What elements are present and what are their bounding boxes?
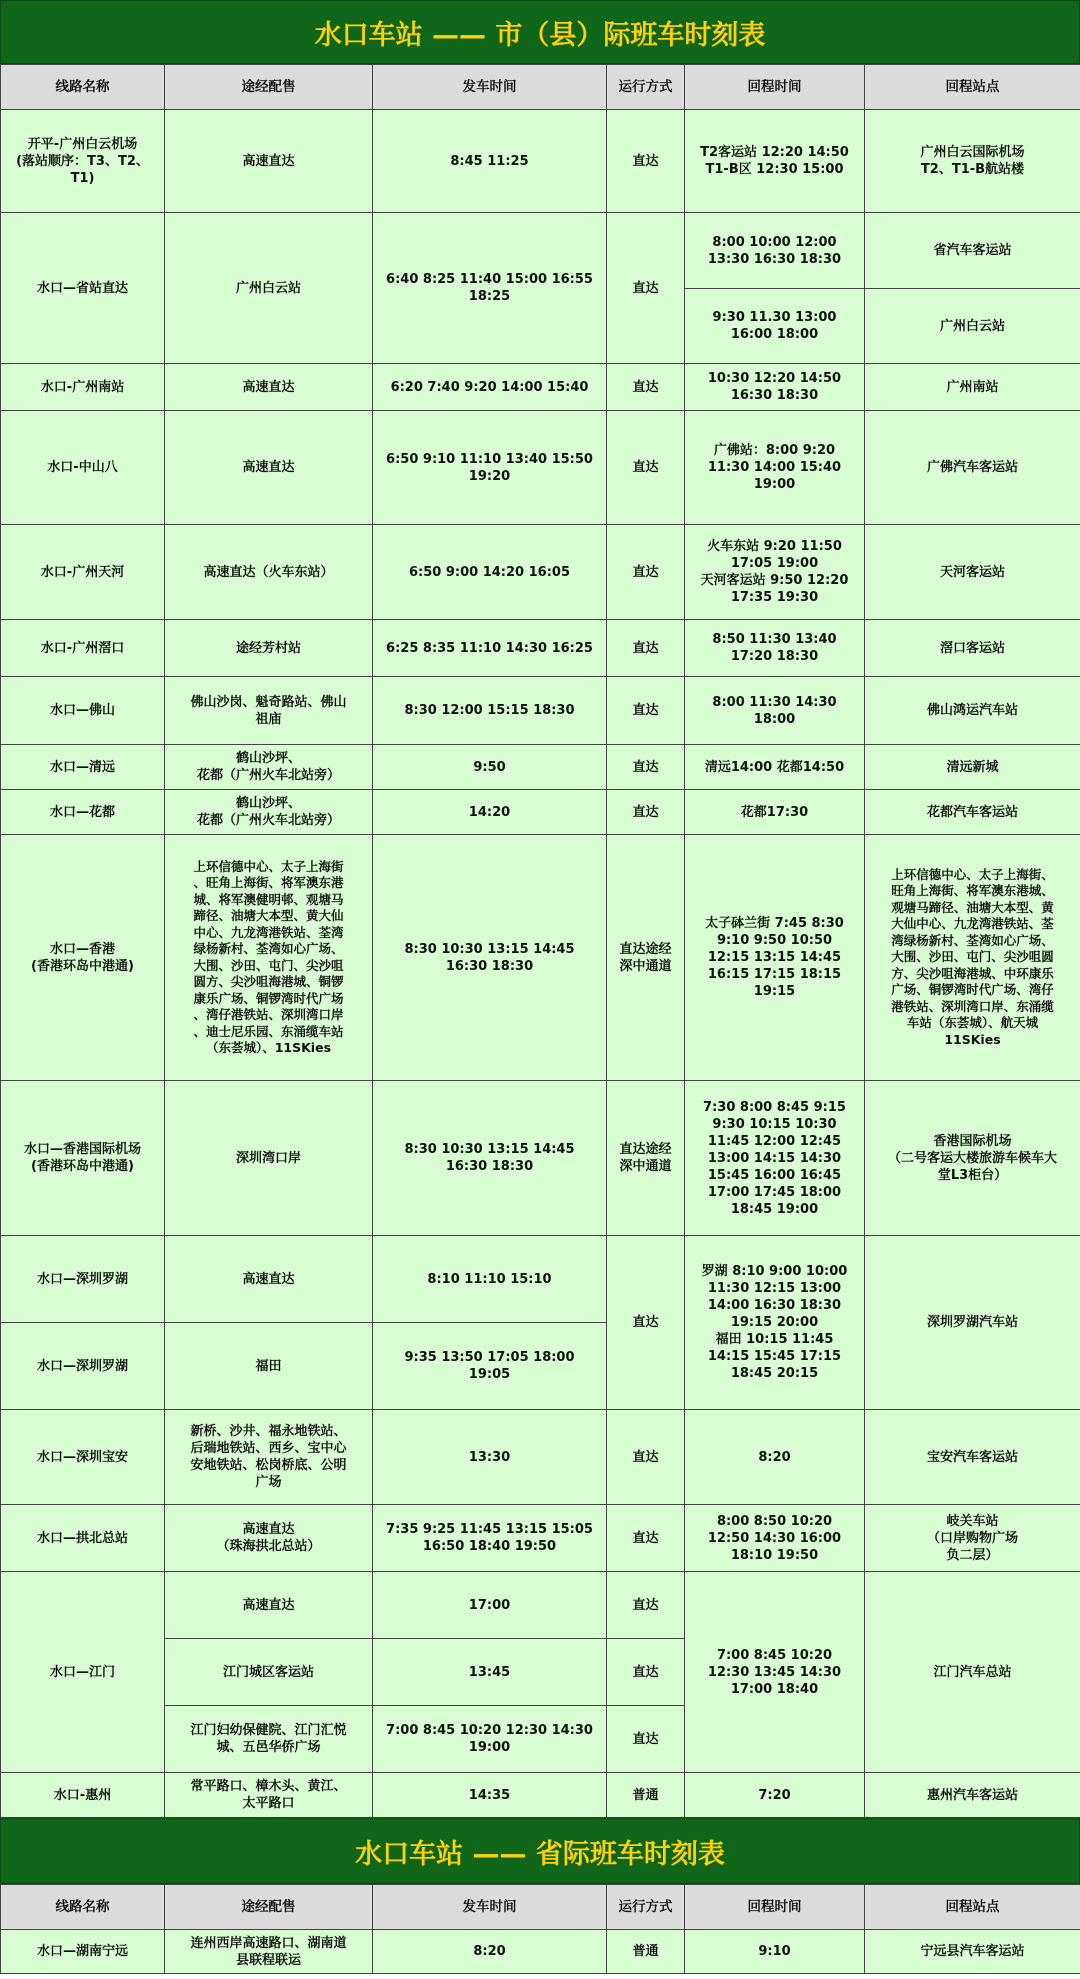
route-name: 水口—清远 <box>1 745 165 790</box>
run-mode: 直达 <box>607 1706 685 1773</box>
return-times: 清远14:00 花都14:50 <box>685 745 865 790</box>
run-mode: 直达 <box>607 1572 685 1639</box>
route-name: 水口—深圳宝安 <box>1 1410 165 1505</box>
via-stops: 高速直达 <box>165 1236 373 1323</box>
return-times: 火车东站 9:20 11:50 17:05 19:00 天河客运站 9:50 12:20 17:35 19:30 <box>685 525 865 620</box>
via-stops: 福田 <box>165 1323 373 1410</box>
header-mode: 运行方式 <box>607 65 685 110</box>
return-times: 7:20 <box>685 1773 865 1818</box>
section-title: 水口车站 —— 省际班车时刻表 <box>355 1838 725 1870</box>
header-return-time: 回程时间 <box>685 65 865 110</box>
depart-times: 7:35 9:25 11:45 13:15 15:05 16:50 18:40 19:50 <box>373 1505 607 1572</box>
header-via: 途经配售 <box>165 1885 373 1930</box>
return-times: 花都17:30 <box>685 790 865 835</box>
route-name: 开平-广州白云机场 (落站顺序：T3、T2、 T1) <box>1 110 165 213</box>
via-stops: 高速直达 <box>165 110 373 213</box>
return-times: 8:00 8:50 10:20 12:50 14:30 16:00 18:10 19:50 <box>685 1505 865 1572</box>
header-return-time: 回程时间 <box>685 1885 865 1930</box>
return-times: 太子砵兰街 7:45 8:30 9:10 9:50 10:50 12:15 13:15 14:45 16:15 17:15 18:15 19:15 <box>685 835 865 1081</box>
via-stops: 上环信德中心、太子上海街 、旺角上海街、将军澳东港 城、将军澳健明邨、观塘马 蹄径、油塘大本型、黄大仙 中心、九龙湾港铁站、荃湾 绿杨新村、荃湾如心广场、 大围、沙田、屯门、尖沙咀 圆方、尖沙咀海港城、铜锣 康乐广场、铜锣湾时代广场 、湾仔港铁站、深圳湾口岸 、迪士尼乐园、东涌缆车站 （东荟城）、11SKies <box>165 835 373 1081</box>
table-row <box>1 620 1080 677</box>
return-times: 8:50 11:30 13:40 17:20 18:30 <box>685 620 865 677</box>
return-stop: 广州南站 <box>865 364 1080 411</box>
run-mode: 直达途经 深中通道 <box>607 835 685 1081</box>
return-stop: 上环信德中心、太子上海街、 旺角上海街、将军澳东港城、 观塘马蹄径、油塘大本型、黄 大仙中心、九龙湾港铁站、荃 湾绿杨新村、荃湾如心广场、 大围、沙田、屯门、尖沙咀圆 方、尖沙咀海港城、中环康乐 广场、铜锣湾时代广场、湾仔 港铁站、深圳湾口岸、东涌缆 车站（东荟城）、航天城 11SKies <box>865 835 1080 1081</box>
header-row <box>1 1885 1080 1930</box>
header-return-stop: 回程站点 <box>865 65 1080 110</box>
header-mode: 运行方式 <box>607 1885 685 1930</box>
route-name: 水口—花都 <box>1 790 165 835</box>
run-mode: 直达 <box>607 1236 685 1410</box>
return-times: 广佛站：8:00 9:20 11:30 14:00 15:40 19:00 <box>685 411 865 525</box>
return-stop: 惠州汽车客运站 <box>865 1773 1080 1818</box>
table-row <box>1 835 1080 1081</box>
return-stop: 广州白云站 <box>865 289 1080 364</box>
depart-times: 6:50 9:00 14:20 16:05 <box>373 525 607 620</box>
return-times: 7:00 8:45 10:20 12:30 13:45 14:30 17:00 18:40 <box>685 1572 865 1773</box>
route-name: 水口—湖南宁远 <box>1 1930 165 1974</box>
via-stops: 鹤山沙坪、 花都（广州火车北站旁） <box>165 745 373 790</box>
depart-times: 13:30 <box>373 1410 607 1505</box>
return-stop: 江门汽车总站 <box>865 1572 1080 1773</box>
via-stops: 途经芳村站 <box>165 620 373 677</box>
via-stops: 江门妇幼保健院、江门汇悦 城、五邑华侨广场 <box>165 1706 373 1773</box>
route-name: 水口—拱北总站 <box>1 1505 165 1572</box>
table-row <box>1 110 1080 213</box>
depart-times: 6:50 9:10 11:10 13:40 15:50 19:20 <box>373 411 607 525</box>
table-row <box>1 411 1080 525</box>
run-mode: 直达 <box>607 213 685 364</box>
depart-times: 8:20 <box>373 1930 607 1974</box>
run-mode: 直达 <box>607 790 685 835</box>
table-row <box>1 213 1080 289</box>
via-stops: 高速直达 （珠海拱北总站） <box>165 1505 373 1572</box>
return-stop: 岐关车站 （口岸购物广场 负二层） <box>865 1505 1080 1572</box>
return-times: 8:00 11:30 14:30 18:00 <box>685 677 865 745</box>
route-name: 水口—佛山 <box>1 677 165 745</box>
depart-times: 8:30 10:30 13:15 14:45 16:30 18:30 <box>373 835 607 1081</box>
route-name: 水口-中山八 <box>1 411 165 525</box>
route-name: 水口—省站直达 <box>1 213 165 364</box>
depart-times: 14:35 <box>373 1773 607 1818</box>
return-stop: 广佛汽车客运站 <box>865 411 1080 525</box>
route-name: 水口—深圳罗湖 <box>1 1323 165 1410</box>
depart-times: 6:20 7:40 9:20 14:00 15:40 <box>373 364 607 411</box>
return-stop: 深圳罗湖汽车站 <box>865 1236 1080 1410</box>
table-row <box>1 525 1080 620</box>
return-times: 9:30 11.30 13:00 16:00 18:00 <box>685 289 865 364</box>
run-mode: 直达 <box>607 110 685 213</box>
via-stops: 高速直达 <box>165 411 373 525</box>
return-stop: 天河客运站 <box>865 525 1080 620</box>
return-stop: 花都汽车客运站 <box>865 790 1080 835</box>
depart-times: 17:00 <box>373 1572 607 1639</box>
run-mode: 直达 <box>607 1505 685 1572</box>
return-times: 8:00 10:00 12:00 13:30 16:30 18:30 <box>685 213 865 289</box>
return-stop: 宁远县汽车客运站 <box>865 1930 1080 1974</box>
run-mode: 直达 <box>607 677 685 745</box>
run-mode: 普通 <box>607 1930 685 1974</box>
depart-times: 14:20 <box>373 790 607 835</box>
return-times: 7:30 8:00 8:45 9:15 9:30 10:15 10:30 11:45 12:00 12:45 13:00 14:15 14:30 15:45 16:00 16:45 17:00 17:45 18:00 18:45 19:00 <box>685 1081 865 1236</box>
run-mode: 直达途经 深中通道 <box>607 1081 685 1236</box>
table-row <box>1 1410 1080 1505</box>
title-banner-provincial <box>0 1818 1080 1884</box>
table-row <box>1 1930 1080 1974</box>
return-stop: 清远新城 <box>865 745 1080 790</box>
via-stops: 常平路口、樟木头、黄江、 太平路口 <box>165 1773 373 1818</box>
return-times: 罗湖 8:10 9:00 10:00 11:30 12:15 13:00 14:00 16:30 18:30 19:15 20:00 福田 10:15 11:45 14:15 15:45 17:15 18:45 20:15 <box>685 1236 865 1410</box>
depart-times: 13:45 <box>373 1639 607 1706</box>
depart-times: 8:10 11:10 15:10 <box>373 1236 607 1323</box>
run-mode: 直达 <box>607 525 685 620</box>
table-row <box>1 677 1080 745</box>
depart-times: 6:40 8:25 11:40 15:00 16:55 18:25 <box>373 213 607 364</box>
run-mode: 普通 <box>607 1773 685 1818</box>
via-stops: 鹤山沙坪、 花都（广州火车北站旁） <box>165 790 373 835</box>
return-stop: 佛山鸿运汽车站 <box>865 677 1080 745</box>
route-name: 水口-广州天河 <box>1 525 165 620</box>
route-name: 水口-广州南站 <box>1 364 165 411</box>
header-return-stop: 回程站点 <box>865 1885 1080 1930</box>
header-via: 途经配售 <box>165 65 373 110</box>
return-stop: 香港国际机场 （二号客运大楼旅游车候车大 堂L3柜台） <box>865 1081 1080 1236</box>
return-stop: 广州白云国际机场 T2、T1-B航站楼 <box>865 110 1080 213</box>
via-stops: 高速直达（火车东站） <box>165 525 373 620</box>
table-row <box>1 1773 1080 1818</box>
return-times: 9:10 <box>685 1930 865 1974</box>
table-row <box>1 1505 1080 1572</box>
depart-times: 9:50 <box>373 745 607 790</box>
table-row <box>1 745 1080 790</box>
via-stops: 连州西岸高速路口、湖南道 县联程联运 <box>165 1930 373 1974</box>
return-stop: 省汽车客运站 <box>865 213 1080 289</box>
depart-times: 7:00 8:45 10:20 12:30 14:30 19:00 <box>373 1706 607 1773</box>
run-mode: 直达 <box>607 364 685 411</box>
header-depart: 发车时间 <box>373 65 607 110</box>
run-mode: 直达 <box>607 1410 685 1505</box>
page-title: 水口车站 —— 市（县）际班车时刻表 <box>314 19 766 51</box>
via-stops: 高速直达 <box>165 1572 373 1639</box>
run-mode: 直达 <box>607 745 685 790</box>
table-row <box>1 364 1080 411</box>
via-stops: 广州白云站 <box>165 213 373 364</box>
return-stop: 滘口客运站 <box>865 620 1080 677</box>
header-depart: 发车时间 <box>373 1885 607 1930</box>
depart-times: 8:30 12:00 15:15 18:30 <box>373 677 607 745</box>
return-stop: 宝安汽车客运站 <box>865 1410 1080 1505</box>
route-name: 水口—江门 <box>1 1572 165 1773</box>
return-times: 10:30 12:20 14:50 16:30 18:30 <box>685 364 865 411</box>
header-row <box>1 65 1080 110</box>
run-mode: 直达 <box>607 1639 685 1706</box>
via-stops: 江门城区客运站 <box>165 1639 373 1706</box>
route-name: 水口-广州滘口 <box>1 620 165 677</box>
depart-times: 8:45 11:25 <box>373 110 607 213</box>
table-row <box>1 1081 1080 1236</box>
table-row <box>1 1572 1080 1639</box>
route-name: 水口-惠州 <box>1 1773 165 1818</box>
depart-times: 8:30 10:30 13:15 14:45 16:30 18:30 <box>373 1081 607 1236</box>
route-name: 水口—香港国际机场 (香港环岛中港通) <box>1 1081 165 1236</box>
run-mode: 直达 <box>607 620 685 677</box>
return-times: T2客运站 12:20 14:50 T1-B区 12:30 15:00 <box>685 110 865 213</box>
route-name: 水口—香港 (香港环岛中港通) <box>1 835 165 1081</box>
header-route: 线路名称 <box>1 65 165 110</box>
depart-times: 9:35 13:50 17:05 18:00 19:05 <box>373 1323 607 1410</box>
city-schedule-table <box>0 64 1080 1818</box>
run-mode: 直达 <box>607 411 685 525</box>
depart-times: 6:25 8:35 11:10 14:30 16:25 <box>373 620 607 677</box>
provincial-schedule-table <box>0 1884 1080 1974</box>
via-stops: 高速直达 <box>165 364 373 411</box>
via-stops: 佛山沙岗、魁奇路站、佛山 祖庙 <box>165 677 373 745</box>
table-row <box>1 1236 1080 1323</box>
return-times: 8:20 <box>685 1410 865 1505</box>
route-name: 水口—深圳罗湖 <box>1 1236 165 1323</box>
via-stops: 新桥、沙井、福永地铁站、 后瑞地铁站、西乡、宝中心 安地铁站、松岗桥底、公明 广场 <box>165 1410 373 1505</box>
table-row <box>1 790 1080 835</box>
title-banner <box>0 0 1080 64</box>
via-stops: 深圳湾口岸 <box>165 1081 373 1236</box>
header-route: 线路名称 <box>1 1885 165 1930</box>
